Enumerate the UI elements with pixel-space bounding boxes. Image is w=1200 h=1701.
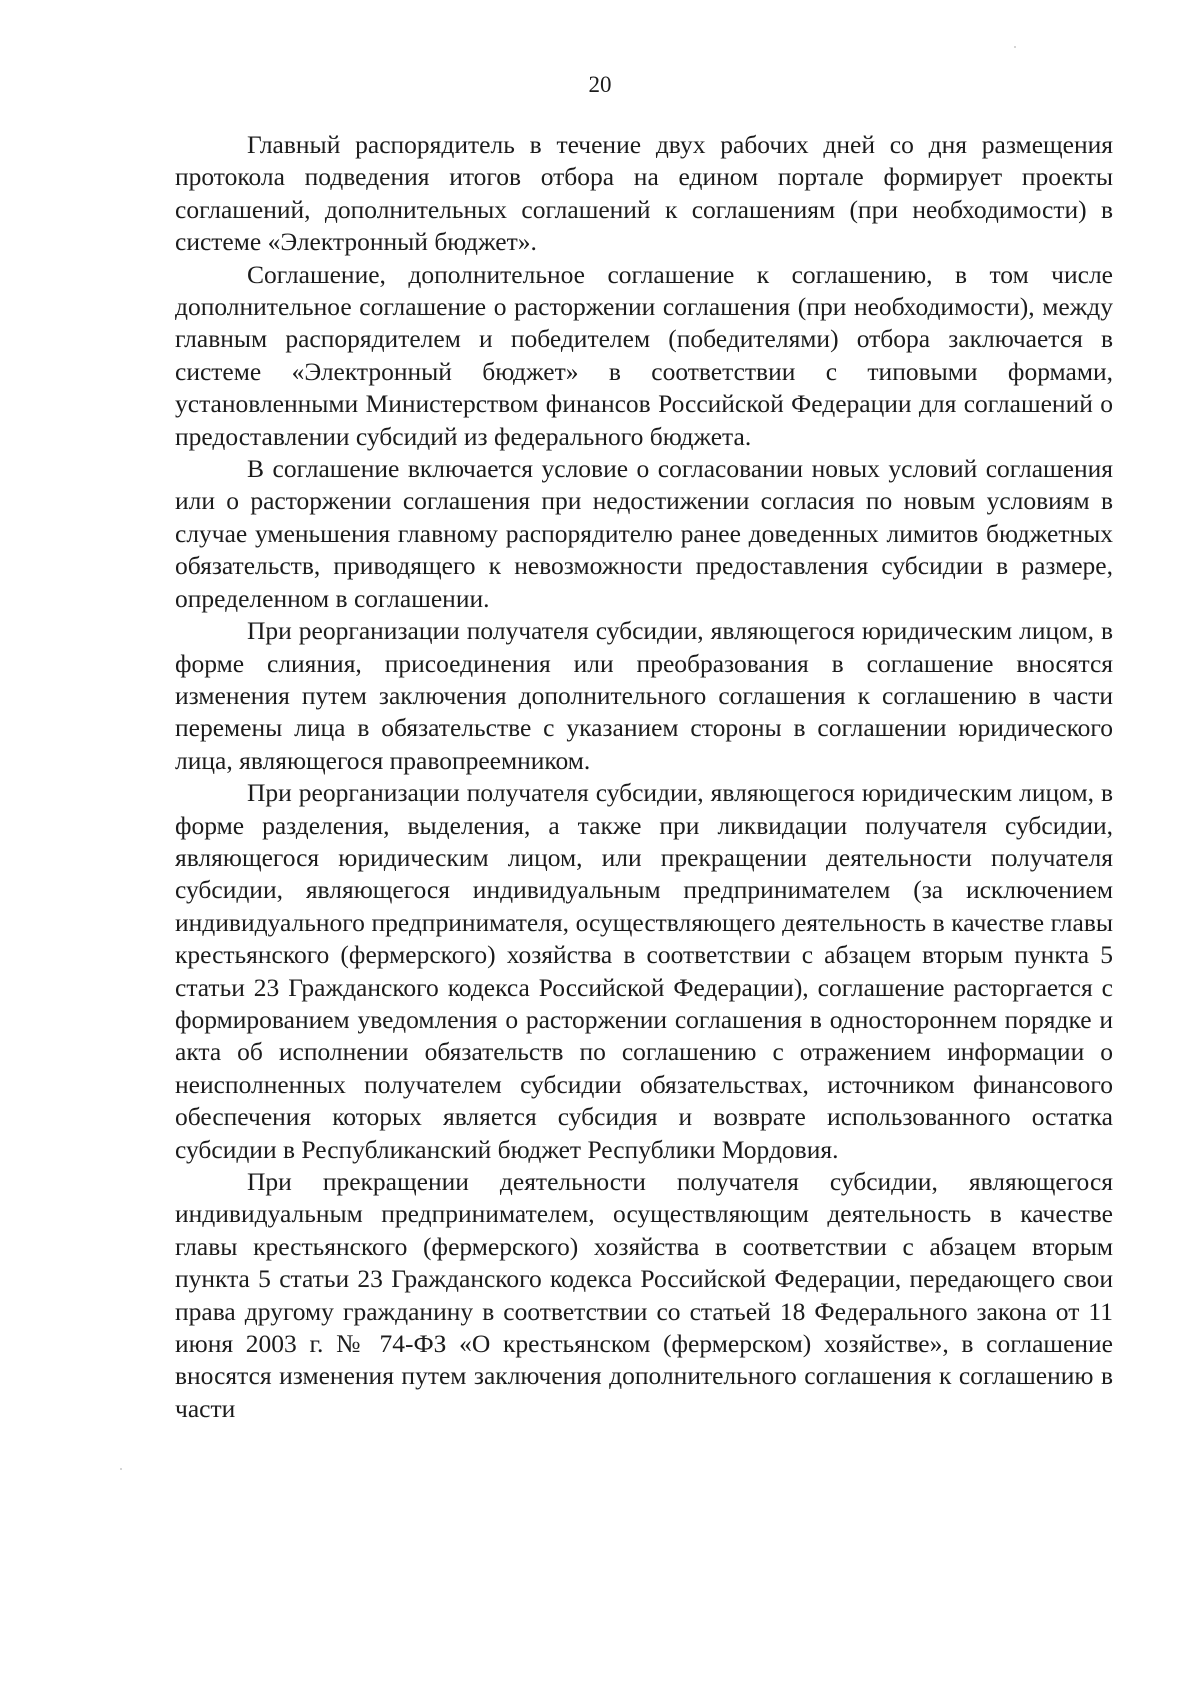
paragraph-draft-agreements: Главный распорядитель в течение двух рабочих дней со дня размещения протокола подведения итогов отбора на едином портале формирует проекты соглашений, дополнительных соглашений к соглашениям (при необходимости) в системе «Электронный бюджет». — [175, 130, 1113, 257]
paragraph-termination-entrepreneur: При прекращении деятельности получателя субсидии, являющегося индивидуальным предпринимателем, осуществляющим деятельность в качестве главы крестьянского (фермерского) хозяйства в соответствии с абзацем вторым пункта 5 статьи 23 Гражданского кодекса Российской Федерации, передающего свои права другому гражданину в соответствии со статьей 18 Федерального закона от 11 июня 2003 г. № 74-ФЗ «О крестьянском (фермерском) хозяйстве», в соглашение вносятся изменения путем заключения дополнительного соглашения к соглашению в части — [175, 1167, 1113, 1423]
paragraph-agreement-conclusion: Соглашение, дополнительное соглашение к соглашению, в том числе дополнительное соглашение о расторжении соглашения (при необходимости), между главным распорядителем и победителем (победителями) отбора заключается в системе «Электронный бюджет» в соответствии с типовыми формами, установленными Министерством финансов Российской Федерации для соглашений о предоставлении субсидий из федерального бюджета. — [175, 259, 1113, 451]
scan-speck — [1014, 46, 1016, 48]
paragraph-reorganization-division: При реорганизации получателя субсидии, являющегося юридическим лицом, в форме разделения, выделения, а также при ликвидации получателя субсидии, являющегося юридическим лицом, или прекращении деятельности получателя субсидии, являющегося индивидуальным предпринимателем (за исключением индивидуального предпринимателя, осуществляющего деятельность в качестве главы крестьянского (фермерского) хозяйства в соответствии с абзацем вторым пункта 5 статьи 23 Гражданского кодекса Российской Федерации), соглашение расторгается с формированием уведомления о расторжении соглашения в одностороннем порядке и акта об исполнении обязательств по соглашению с отражением информации о неисполненных получателем субсидии обязательствах, источником финансового обеспечения которых является субсидия и возврате использованного остатка субсидии в Республиканский бюджет Республики Мордовия. — [175, 778, 1113, 1164]
scan-speck — [120, 1468, 122, 1470]
paragraph-reorganization-merger: При реорганизации получателя субсидии, являющегося юридическим лицом, в форме слияния, присоединения или преобразования в соглашение вносятся изменения путем заключения дополнительного соглашения к соглашению в части перемены лица в обязательстве с указанием стороны в соглашении юридического лица, являющегося правопреемником. — [175, 616, 1113, 775]
paragraph-new-conditions: В соглашение включается условие о согласовании новых условий соглашения или о расторжении соглашения при недостижении согласия по новым условиям в случае уменьшения главному распорядителю ранее доведенных лимитов бюджетных обязательств, приводящего к невозможности предоставления субсидии в размере, определенном в соглашении. — [175, 454, 1113, 613]
page-number: 20 — [588, 72, 612, 97]
document-body — [175, 129, 1113, 1425]
